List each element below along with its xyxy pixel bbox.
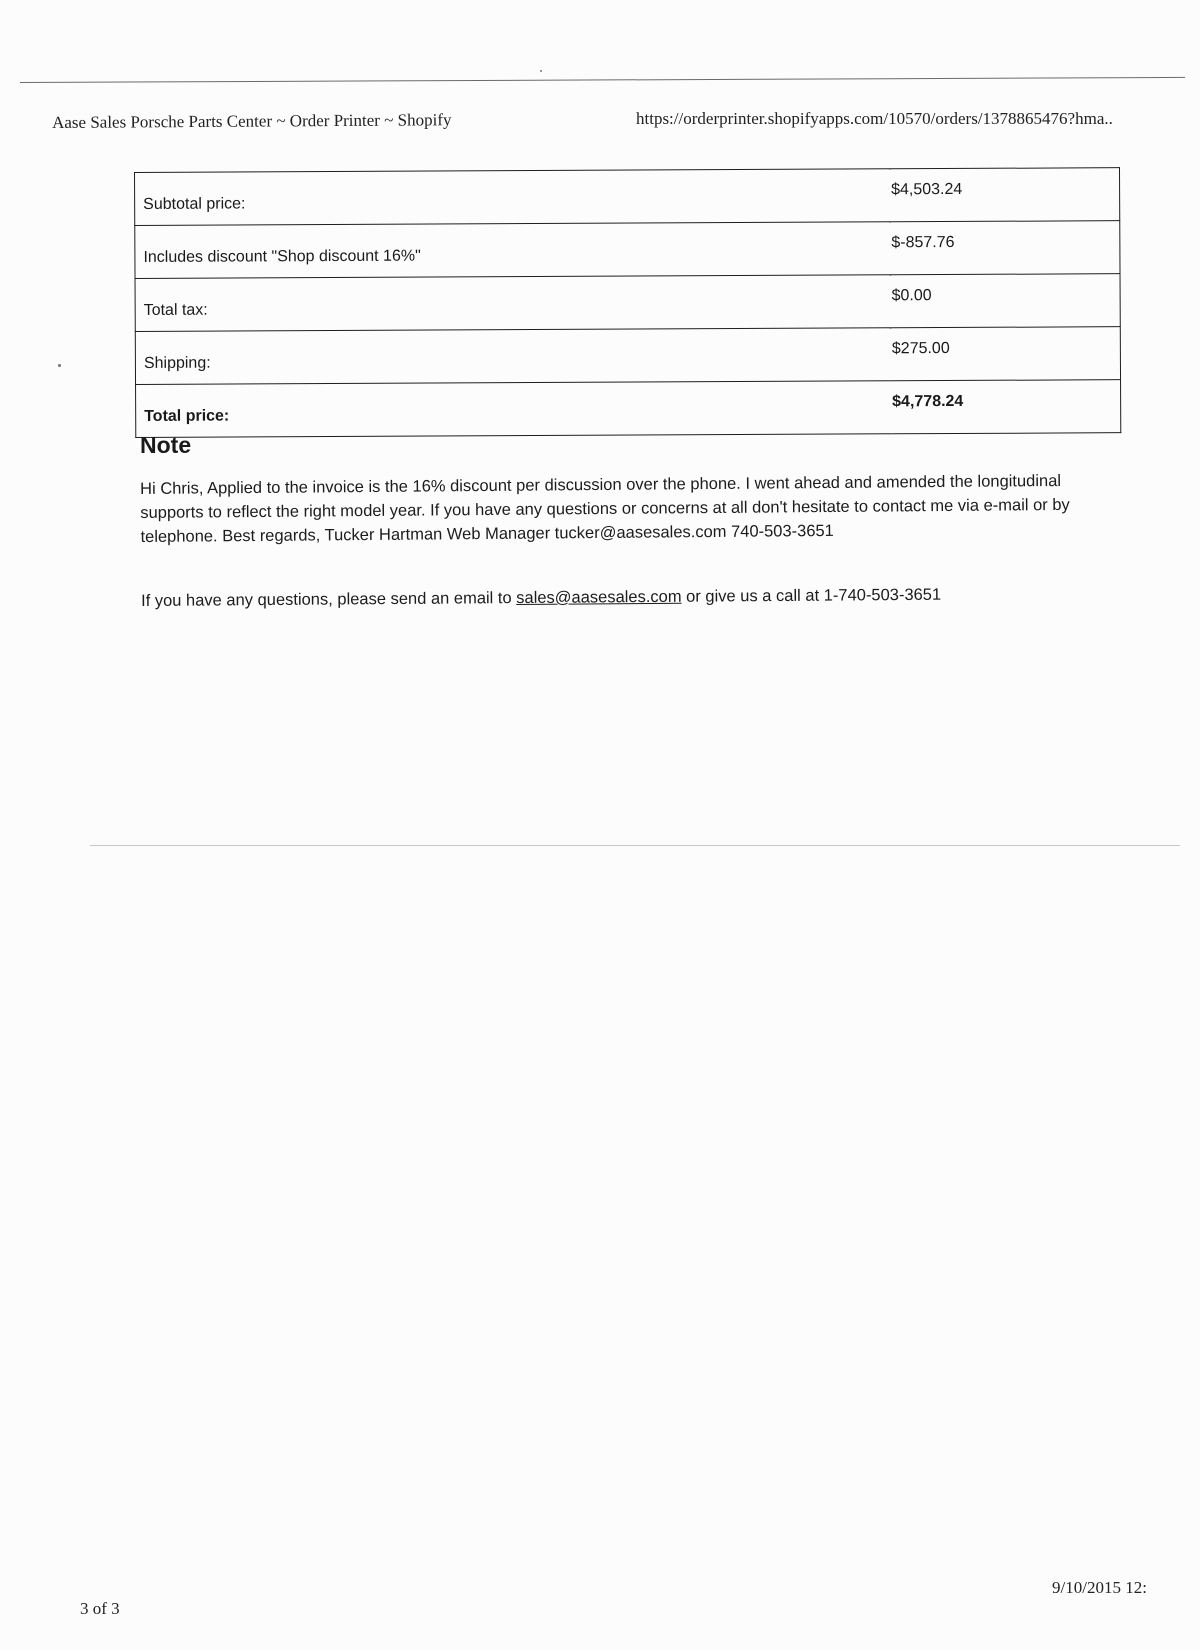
scan-speck [540,70,542,72]
tax-value: $0.00 [892,274,1121,328]
order-totals-table [134,167,1121,438]
subtotal-value: $4,503.24 [891,168,1120,222]
print-date: 9/10/2015 12: [1052,1578,1147,1597]
print-header-url: https://orderprinter.shopifyapps.com/10570/orders/1378865476?hma.. [636,109,1113,128]
shipping-label: Shipping: [135,328,892,385]
scan-speck [58,364,61,367]
table-row [135,168,1120,226]
table-row [135,221,1120,279]
shipping-value: $275.00 [892,327,1121,381]
page-count: 3 of 3 [80,1599,120,1618]
sales-email-link[interactable]: sales@aasesales.com [516,587,682,608]
scan-edge-line [20,77,1185,83]
discount-value: $-857.76 [891,221,1120,275]
tax-label: Total tax: [135,275,892,332]
paper-fold-line [90,845,1180,846]
contact-line [141,585,1091,611]
contact-prefix: If you have any questions, please send an email to [141,589,517,610]
total-price-value: $4,778.24 [892,380,1121,434]
print-header-title: Aase Sales Porsche Parts Center ~ Order Printer ~ Shopify [52,110,452,132]
discount-label: Includes discount "Shop discount 16%" [135,222,892,279]
total-price-label: Total price: [136,381,893,438]
table-row [135,327,1120,385]
table-row [136,380,1121,438]
note-heading: Note [140,432,192,458]
note-body: Hi Chris, Applied to the invoice is the 16% discount per discussion over the phone. I went ahead and amended the longitudinal supports to reflect the right model year. If you have any questions or concerns at all don't hesitate to contact me via e-mail or by telephone. Best regards, Tucker Hartman Web Manager tucker@aasesales.com 740-503-3651 [140,471,1070,546]
subtotal-label: Subtotal price: [135,169,892,226]
contact-suffix: or give us a call at 1-740-503-3651 [681,585,942,606]
table-row [135,274,1120,332]
